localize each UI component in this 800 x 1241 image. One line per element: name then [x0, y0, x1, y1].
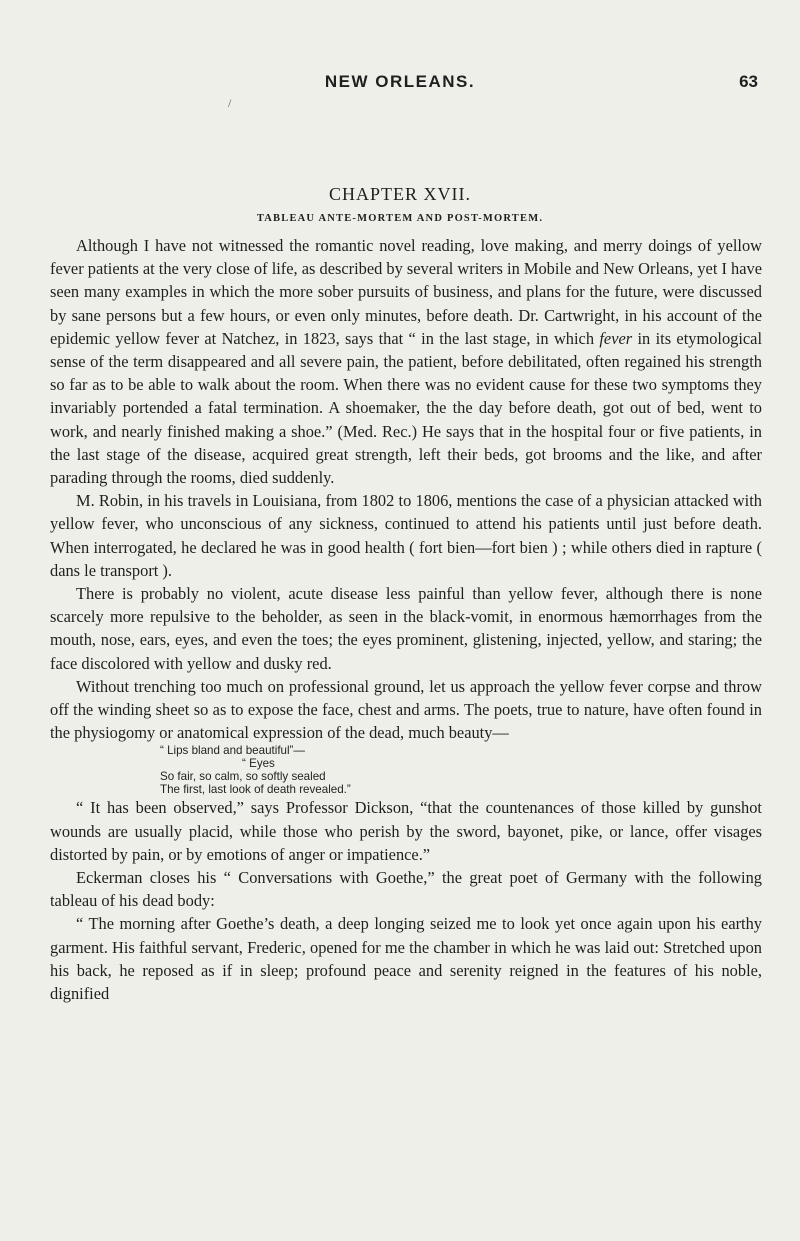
- paragraph: “ The morning after Goethe’s death, a deep longing seized me to look yet once again upon his earthy garment. His faithful servant, Frederic, opened for me the chamber in which he was laid out: Stretched upon his back, he reposed as if in sleep; profound peace and serenity reigned in the features of his noble, dignified: [50, 914, 762, 1004]
- paragraph: Eckerman closes his “ Conversations with Goethe,” the great poet of Germany with the following tableau of his dead body:: [50, 868, 762, 911]
- poem-line: “ Lips bland and beautiful”—: [160, 744, 306, 758]
- paragraph: M. Robin, in his travels in Louisiana, from 1802 to 1806, mentions the case of a physician attacked with yellow fever, who unconscious of any sickness, continued to attend his patients until just before death. When interrogated, he declared he was in good health ( fort bien—fort bien ) ; while others died in rapture ( dans le transport ).: [50, 491, 762, 580]
- page-number: 63: [739, 72, 758, 91]
- running-title: NEW ORLEANS.: [324, 72, 476, 91]
- paragraph: “ It has been observed,” says Professor Dickson, “that the countenances of those killed by gunshot wounds are usually placid, while those who perish by the sword, bayonet, pike, or lance, offer visages distorted by pain, or by emotions of anger or impatience.”: [50, 798, 762, 864]
- poem-line: “ Eyes: [242, 757, 275, 771]
- paragraph: Without trenching too much on professional ground, let us approach the yellow fever corpse and throw off the winding sheet so as to expose the face, chest and arms. The poets, true to nature, have often found in the physiogomy or anatomical expression of the dead, much beauty—: [50, 676, 762, 743]
- italic-word: fever: [599, 328, 633, 348]
- chapter-subtitle: TABLEAU ANTE-MORTEM AND POST-MORTEM.: [256, 213, 544, 224]
- poem-quote: [160, 744, 762, 796]
- stray-mark: /: [228, 96, 232, 110]
- paragraph-text: in its etymological sense of the term disappeared and all severe pain, the patient, before debilitated, often regained his strength so far as to be able to walk about the room. When there was no evident cause for these two symptoms they invariably portended a fatal termination. A shoemaker, the the day before death, got out of bed, went to work, and nearly finished making a shoe.” (Med. Rec.) He says that in the hospital four or five patients, in the last stage of the disease, acquired great strength, left their beds, got brooms and the like, and after parading through the rooms, died suddenly.: [50, 328, 762, 488]
- body-text: [50, 234, 762, 1005]
- poem-line: The first, last look of death revealed.”: [160, 783, 351, 797]
- paragraph: [50, 234, 762, 489]
- paragraph-text: Although I have not witnessed the romantic novel reading, love making, and merry doings of yellow fever patients at the very close of life, as described by several writers in Mobile and New Orleans, yet I have seen many examples in which the more sober pursuits of business, and plans for the future, were discussed by sane persons but a few hours, or even only minutes, before death. Dr. Cartwright, in his account of the epidemic yellow fever at Natchez, in 1823, says that “ in the last stage, in which: [50, 236, 762, 348]
- paragraph: There is probably no violent, acute disease less painful than yellow fever, although there is none scarcely more repulsive to the beholder, as seen in the black-vomit, in enormous hæmorrhages from the mouth, nose, ears, eyes, and even the toes; the eyes prominent, glistening, injected, yellow, and staring; the face discolored with yellow and dusky red.: [50, 584, 762, 673]
- chapter-number: CHAPTER XVII.: [329, 184, 471, 204]
- poem-line: So fair, so calm, so softly sealed: [160, 770, 326, 784]
- running-header: [0, 72, 800, 96]
